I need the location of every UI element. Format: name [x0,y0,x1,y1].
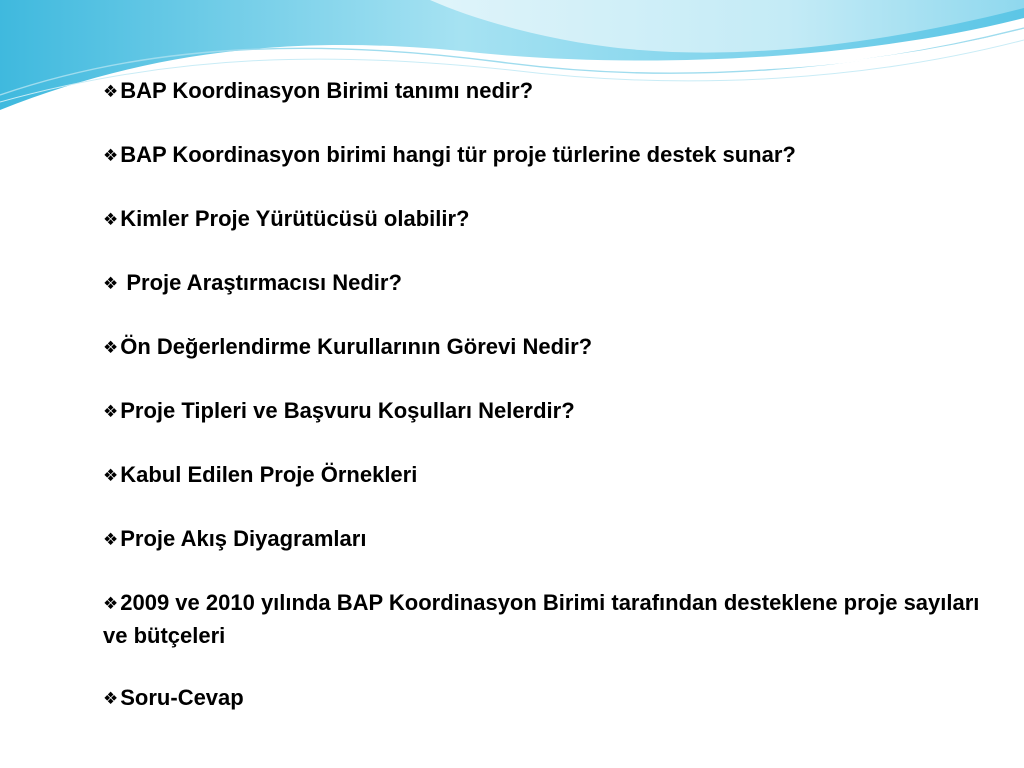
topic-item [103,203,983,236]
topic-text: Proje Akış Diyagramları [120,526,367,551]
topic-item [103,395,983,428]
topic-list [103,75,983,746]
topic-text: BAP Koordinasyon birimi hangi tür proje türlerine destek sunar? [120,142,796,167]
diamond-bullet-icon: ❖ [103,689,119,709]
diamond-bullet-icon: ❖ [103,466,119,486]
topic-text: Kimler Proje Yürütücüsü olabilir? [120,206,470,231]
diamond-bullet-icon: ❖ [103,146,119,166]
topic-text: Kabul Edilen Proje Örnekleri [120,462,418,487]
topic-text: Ön Değerlendirme Kurullarının Görevi Nedir? [120,334,593,359]
topic-item [103,459,983,492]
topic-item [103,682,983,715]
topic-item [103,523,983,556]
diamond-bullet-icon: ❖ [103,82,119,102]
diamond-bullet-icon: ❖ [103,274,119,294]
diamond-bullet-icon: ❖ [103,402,119,422]
topic-text: 2009 ve 2010 yılında BAP Koordinasyon Birimi tarafından desteklene proje sayıları ve bütçeleri [103,590,980,648]
diamond-bullet-icon: ❖ [103,594,119,614]
diamond-bullet-icon: ❖ [103,338,119,358]
topic-text: Soru-Cevap [120,685,244,710]
topic-item [103,331,983,364]
topic-item [103,267,983,300]
topic-item [103,139,983,172]
topic-item [103,75,983,108]
diamond-bullet-icon: ❖ [103,210,119,230]
topic-text: Proje Araştırmacısı Nedir? [120,270,402,295]
topic-text: Proje Tipleri ve Başvuru Koşulları Nelerdir? [120,398,575,423]
topic-item [103,587,983,651]
topic-text: BAP Koordinasyon Birimi tanımı nedir? [120,78,534,103]
diamond-bullet-icon: ❖ [103,530,119,550]
